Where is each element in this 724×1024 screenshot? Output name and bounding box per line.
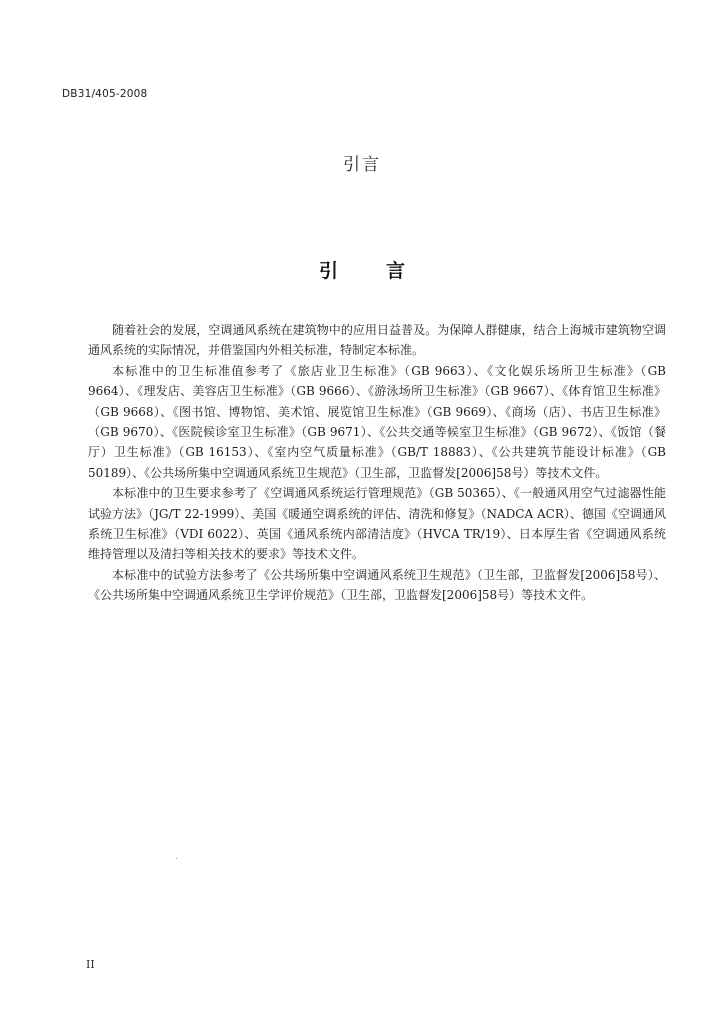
paragraph: 本标准中的卫生标准值参考了《旅店业卫生标准》（GB 9663）、《文化娱乐场所卫生标准》（GB 9664）、《理发店、美容店卫生标准》（GB 9666）、《游泳场所卫生标准》（GB 9667）、《体育馆卫生标准》（GB 9668）、《图书馆、博物馆、美术馆、展览馆卫生标准》（GB 9669）、《商场（店）、书店卫生标准》（GB 9670）、《医院候诊室卫生标准》（GB 9671）、《公共交通等候室卫生标准》（GB 9672）、《饭馆（餐厅）卫生标准》（GB 16153）、《室内空气质量标准》（GB/T 18883）、《公共建筑节能设计标准》（GB 50189）、《公共场所集中空调通风系统卫生规范》（卫生部，卫监督发[2006]58号）等技术文件。 — [88, 363, 666, 480]
section-title-char-1: 引 — [318, 260, 338, 282]
section-title-char-2: 言 — [386, 260, 406, 282]
page-number: II — [86, 958, 95, 971]
scan-speck — [176, 858, 177, 859]
paragraph: 本标准中的试验方法参考了《公共场所集中空调通风系统卫生规范》（卫生部，卫监督发[2006]58号）、《公共场所集中空调通风系统卫生学评价规范》（卫生部，卫监督发[2006]58号）等技术文件。 — [88, 567, 666, 603]
document-code: DB31/405-2008 — [62, 88, 148, 100]
body-text — [88, 320, 666, 606]
section-title — [0, 256, 724, 283]
paragraph: 随着社会的发展，空调通风系统在建筑物中的应用日益普及。为保障人群健康，结合上海城市建筑物空调通风系统的实际情况，并借鉴国内外相关标准，特制定本标准。 — [88, 323, 666, 358]
paragraph: 本标准中的卫生要求参考了《空调通风系统运行管理规范》（GB 50365）、《一般通风用空气过滤器性能试验方法》（JG/T 22-1999）、美国《暖通空调系统的评估、清洗和修复》（NADCA ACR）、德国《空调通风系统卫生标准》（VDI 6022）、英国《通风系统内部清洁度》（HVCA TR/19）、日本厚生省《空调通风系统维持管理以及清扫等相关技术的要求》等技术文件。 — [88, 486, 666, 562]
running-header-title: 引言 — [343, 155, 381, 175]
